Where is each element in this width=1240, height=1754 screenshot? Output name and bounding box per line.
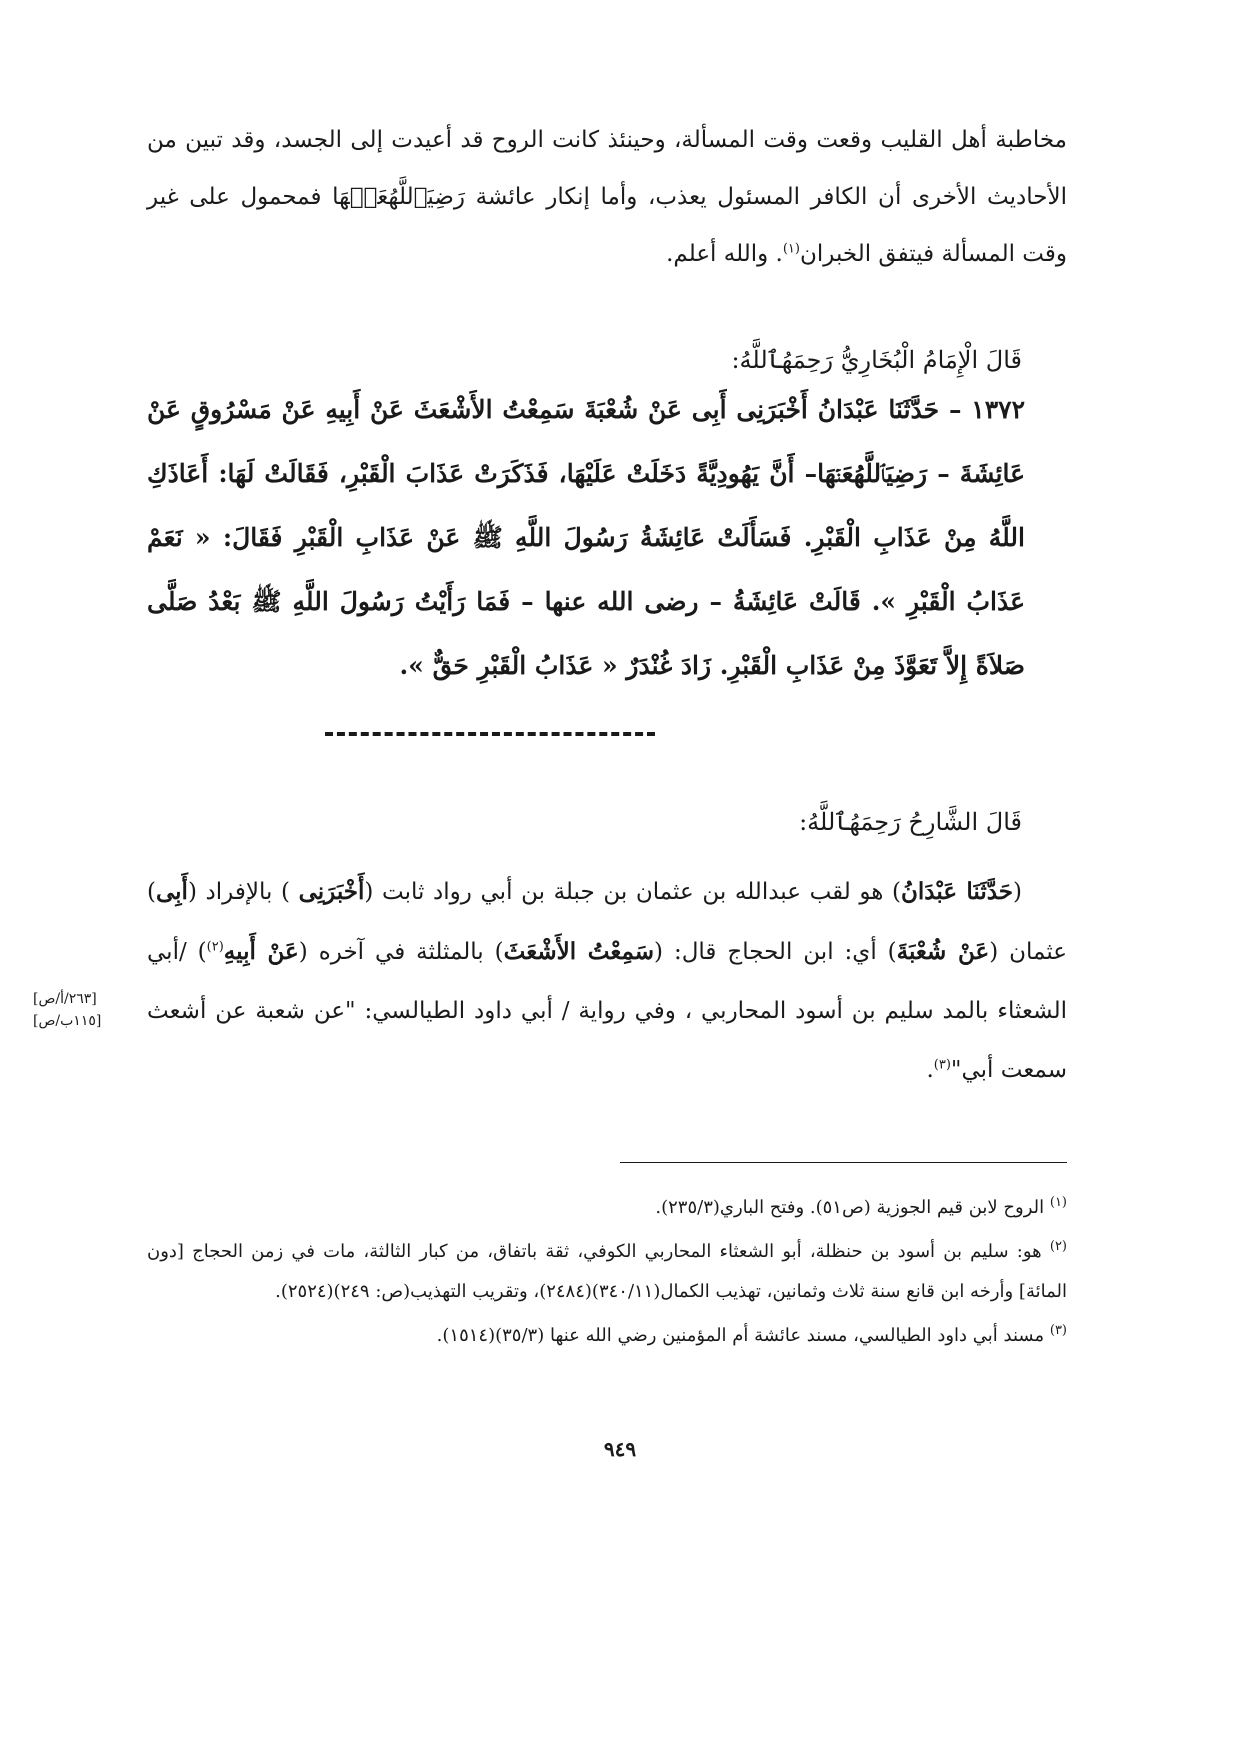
- commentary-fragment: .: [926, 1057, 934, 1083]
- footnote-ref-2: (٢): [206, 939, 224, 955]
- commentary-fragment: (: [1013, 879, 1022, 905]
- commentary-term: حَدَّثَنَا عَبْدَانُ: [901, 878, 1014, 905]
- intro-paragraph: [147, 112, 1067, 283]
- commentary-term: عَنْ شُعْبَةَ: [896, 938, 990, 965]
- footnote-number: (٣): [1049, 1323, 1067, 1338]
- commentary-fragment: ) بالمثلثة في آخره (: [298, 939, 504, 965]
- page-number: ٩٤٩: [603, 1437, 637, 1461]
- footnote-number: (٢): [1049, 1239, 1067, 1254]
- margin-ref: [١١٥ب/ص]: [33, 1013, 102, 1029]
- footnote-text: هو: سليم بن أسود بن حنظلة، أبو الشعثاء المحاربي الكوفي، ثقة باتفاق، من كبار الثالثة، مات في زمن الحجاج [دون المائة] وأرخه ابن قانع سنة ثلاث وثمانين، تهذيب الكمال(٣٤٠/١١)(٢٤٨٤)، وتقريب التهذيب(ص: ٢٤٩)(٢٥٢٤).: [147, 1241, 1067, 1302]
- footnote-2: [147, 1232, 1067, 1312]
- intro-text: مخاطبة أهل القليب وقعت وقت المسألة، وحينئذ كانت الروح قد أعيدت إلى الجسد، وقد تبين من الأحاديث الأخرى أن الكافر المسئول يعذب، وأما إنكار عائشة رَضِيَٱللَّهُعَنۡهَا فمحمول على غير وقت المسألة فيتفق الخبران: [147, 127, 1067, 267]
- commentary-paragraph: [147, 862, 1067, 1100]
- footnote-1: [147, 1188, 1067, 1228]
- commentary-fragment: ) هو لقب عبدالله بن عثمان بن جبلة بن أبي رواد ثابت (: [364, 879, 902, 905]
- section-divider: [325, 732, 655, 736]
- commentary-fragment: ) /أبي الشعثاء بالمد سليم بن أسود المحاربي ، وفي رواية / أبي داود الطيالسي: "عن شعبة عن أشعث سمعت أبي": [147, 939, 1067, 1083]
- commentary-term: عَنْ أَبِيهِ: [223, 938, 299, 965]
- footnotes: [147, 1188, 1067, 1360]
- hadith-number: ١٣٧٢: [971, 395, 1025, 424]
- commentary-term: أَخْبَرَنِى: [298, 878, 365, 905]
- heading-sharih: قَالَ الشَّارِحُ رَحِمَهُٱللَّهُ:: [799, 808, 1022, 836]
- footnote-3: [147, 1316, 1067, 1356]
- margin-ref: [٢٦٣/أ/ص]: [33, 991, 97, 1007]
- footnote-number: (١): [1049, 1195, 1067, 1210]
- heading-bukhari: قَالَ الْإِمَامُ الْبُخَارِيُّ رَحِمَهُٱللَّهُ:: [731, 346, 1022, 374]
- intro-text-end: . والله أعلم.: [666, 241, 783, 267]
- footnote-text: الروح لابن قيم الجوزية (ص٥١). وفتح الباري(٢٣٥/٣).: [655, 1197, 1045, 1218]
- footnote-ref-3: (٣): [933, 1057, 951, 1073]
- commentary-term: سَمِعْتُ الأَشْعَثَ: [503, 938, 655, 965]
- commentary-fragment: ) أي: ابن الحجاج قال: (: [654, 939, 897, 965]
- footnote-separator: [620, 1162, 1067, 1163]
- footnote-text: مسند أبي داود الطيالسي، مسند عائشة أم المؤمنين رضي الله عنها (٣٥/٣)(١٥١٤).: [436, 1325, 1045, 1346]
- commentary-fragment: ) عثمان (: [147, 879, 1068, 965]
- hadith-body: – حَدَّثَنَا عَبْدَانُ أَخْبَرَنِى أَبِى عَنْ شُعْبَةَ سَمِعْتُ الأَشْعَثَ عَنْ أَبِيهِ عَنْ مَسْرُوقٍ عَنْ عَائِشَةَ – رَضِيَٱللَّهُعَنۡهَا– أَنَّ يَهُودِيَّةً دَخَلَتْ عَلَيْهَا، فَذَكَرَتْ عَذَابَ الْقَبْرِ، فَقَالَتْ لَهَا: أَعَاذَكِ اللَّهُ مِنْ عَذَابِ الْقَبْرِ. فَسَأَلَتْ عَائِشَةُ رَسُولَ اللَّهِ ﷺ عَنْ عَذَابِ الْقَبْرِ فَقَالَ: « نَعَمْ عَذَابُ الْقَبْرِ ». قَالَتْ عَائِشَةُ – رضى الله عنها – فَمَا رَأَيْتُ رَسُولَ اللَّهِ ﷺ بَعْدُ صَلَّى صَلاَةً إِلاَّ تَعَوَّذَ مِنْ عَذَابِ الْقَبْرِ. زَادَ غُنْدَرٌ « عَذَابُ الْقَبْرِ حَقٌّ ».: [147, 395, 1025, 680]
- margin-manuscript-refs: [33, 988, 101, 1032]
- hadith-text: [147, 378, 1067, 698]
- commentary-fragment: ) بالإفراد (: [187, 879, 299, 905]
- footnote-ref-1: (١): [782, 241, 800, 257]
- commentary-text: [147, 862, 1067, 1100]
- commentary-term: أَبِى: [155, 878, 188, 905]
